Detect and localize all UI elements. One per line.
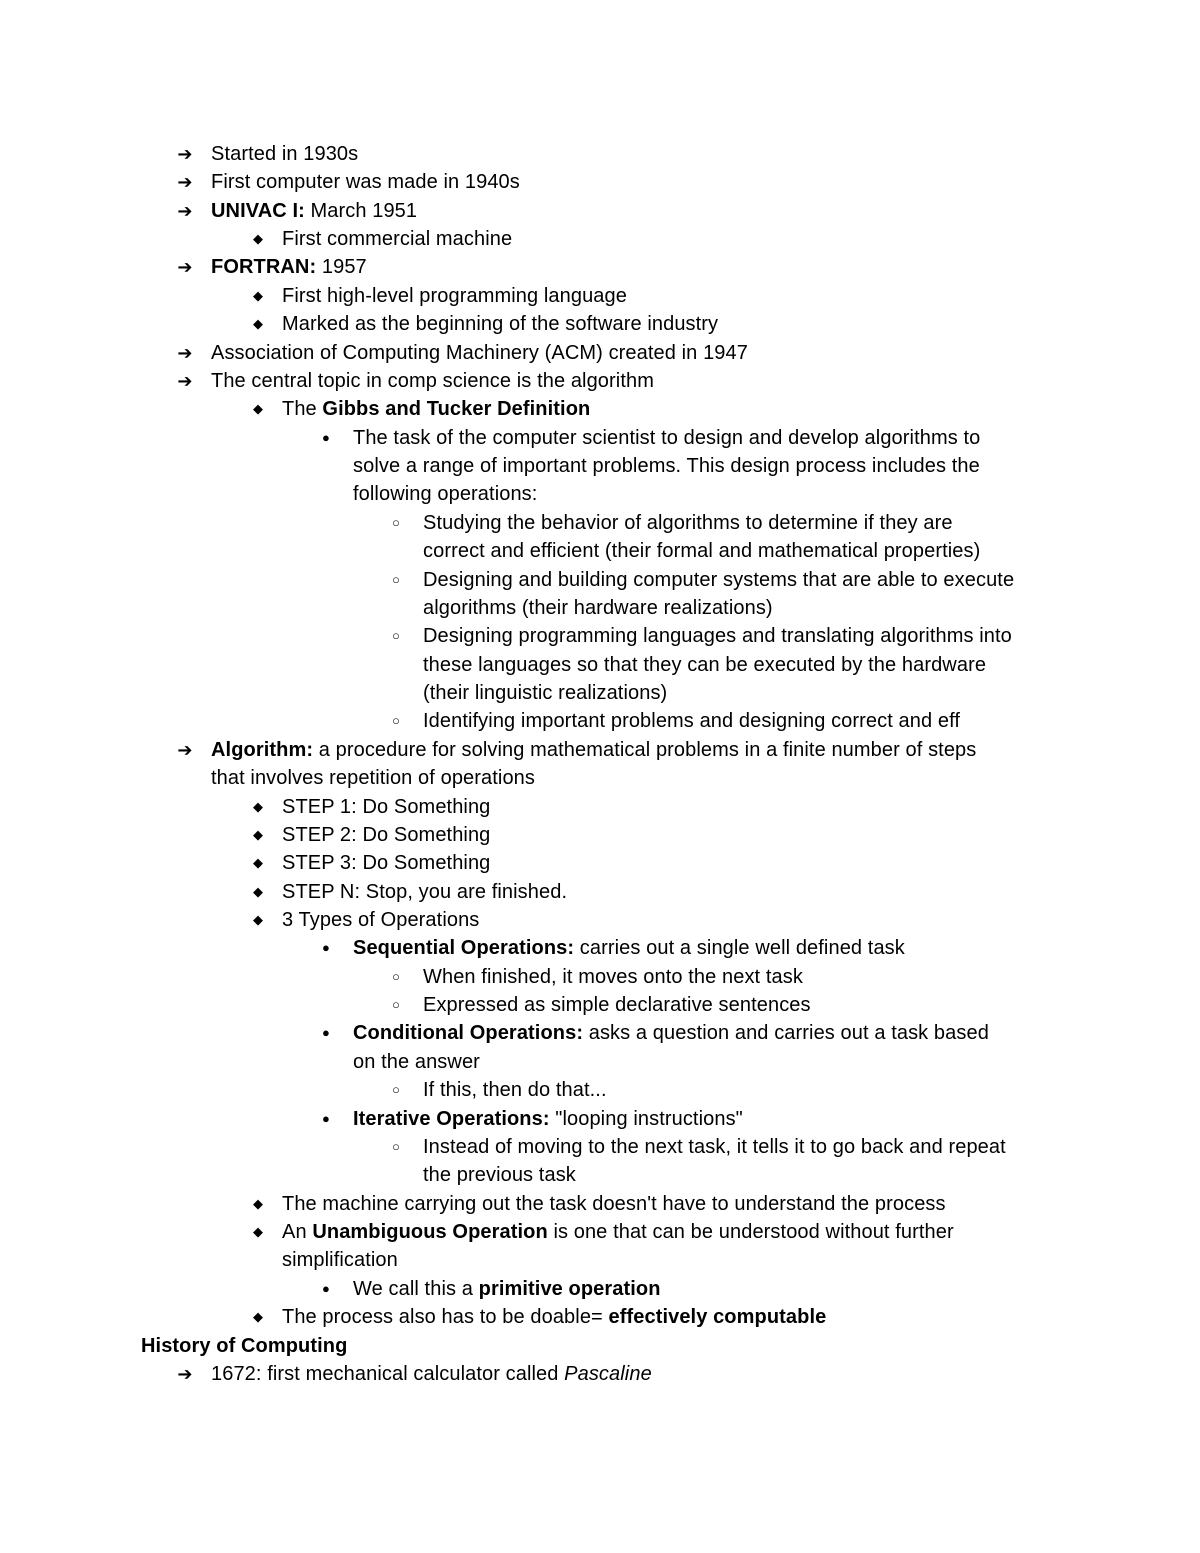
text-run: algorithms (their hardware realizations) (423, 597, 773, 619)
circle-icon: ○ (392, 713, 400, 728)
text-run: Identifying important problems and designing correct and eff (423, 710, 961, 732)
text-run: Association of Computing Machinery (ACM) created in 1947 (211, 342, 748, 364)
list-item (0, 282, 1200, 310)
list-item-text (282, 282, 627, 310)
list-item-text (211, 339, 748, 367)
text-run: (their linguistic realizations) (423, 682, 668, 704)
diamond-icon: ◆ (252, 827, 264, 842)
text-run: The (282, 398, 323, 420)
text-run: these languages so that they can be executed by the hardware (423, 654, 987, 676)
list-item-text (423, 1133, 1006, 1161)
list-item-text (423, 1076, 607, 1104)
list-item-text (282, 225, 512, 253)
list-item-text (282, 1303, 826, 1331)
text-run: STEP 1: Do Something (282, 796, 491, 818)
diamond-icon: ◆ (252, 288, 264, 303)
list-item (0, 339, 1200, 367)
list-item-text (211, 168, 520, 196)
list-item-text (353, 1019, 989, 1047)
list-item (0, 736, 1200, 764)
text-run: 1672: first mechanical calculator called (211, 1363, 565, 1385)
text-run: Designing programming languages and translating algorithms into (423, 625, 1012, 647)
text-run: If this, then do that... (423, 1079, 607, 1101)
circle-icon: ○ (392, 572, 400, 587)
diamond-icon: ◆ (252, 401, 264, 416)
diamond-icon: ◆ (252, 1309, 264, 1324)
dot-icon: ● (322, 1025, 330, 1040)
list-item (0, 480, 1200, 508)
dot-icon: ● (322, 940, 330, 955)
dot-icon: ● (322, 1281, 330, 1296)
list-item-text (423, 679, 667, 707)
list-item (0, 793, 1200, 821)
circle-icon: ○ (392, 515, 400, 530)
list-item-text (353, 480, 537, 508)
text-run: We call this a (353, 1278, 479, 1300)
circle-icon: ○ (392, 1082, 400, 1097)
bold-term: Gibbs and Tucker Definition (322, 398, 591, 420)
bold-term: Conditional Operations: (353, 1022, 584, 1044)
list-item (0, 594, 1200, 622)
list-item-text (211, 1360, 652, 1388)
list-item (0, 878, 1200, 906)
list-item (0, 537, 1200, 565)
text-run: An (282, 1221, 313, 1243)
list-item (0, 707, 1200, 735)
list-item-text (211, 736, 976, 764)
bold-term: UNIVAC I: (211, 200, 305, 222)
italic-term: Pascaline (564, 1363, 652, 1385)
list-item-text (282, 906, 479, 934)
list-item-text (423, 1161, 576, 1189)
text-run: 3 Types of Operations (282, 909, 480, 931)
text-run: First computer was made in 1940s (211, 171, 520, 193)
list-item (0, 140, 1200, 168)
arrow-icon: ➔ (177, 1364, 193, 1384)
text-run: When finished, it moves onto the next task (423, 966, 803, 988)
list-item (0, 1048, 1200, 1076)
arrow-icon: ➔ (177, 172, 193, 192)
list-item (0, 821, 1200, 849)
list-item-text (211, 140, 358, 168)
list-item-text (282, 1190, 946, 1218)
list-item-text (211, 197, 417, 225)
section-heading (0, 1332, 1200, 1360)
list-item-text (353, 1048, 480, 1076)
list-item (0, 310, 1200, 338)
arrow-icon: ➔ (177, 144, 193, 164)
diamond-icon: ◆ (252, 231, 264, 246)
diamond-icon: ◆ (252, 855, 264, 870)
text-run: following operations: (353, 483, 538, 505)
diamond-icon: ◆ (252, 316, 264, 331)
list-item (0, 1360, 1200, 1388)
text-run: "looping instructions" (549, 1108, 743, 1130)
text-run: on the answer (353, 1051, 480, 1073)
arrow-icon: ➔ (177, 343, 193, 363)
list-item-text (282, 793, 490, 821)
text-run: STEP 3: Do Something (282, 852, 491, 874)
list-item (0, 1133, 1200, 1161)
list-item (0, 679, 1200, 707)
list-item-text (282, 821, 490, 849)
list-item (0, 395, 1200, 423)
bold-term: Iterative Operations: (353, 1108, 550, 1130)
list-item (0, 991, 1200, 1019)
list-item-text (282, 1218, 954, 1246)
list-item-text (353, 1105, 743, 1133)
list-item (0, 906, 1200, 934)
text-run: First commercial machine (282, 228, 513, 250)
list-item-text (353, 452, 980, 480)
list-item (0, 225, 1200, 253)
dot-icon: ● (322, 1111, 330, 1126)
list-item (0, 1246, 1200, 1274)
list-item (0, 1275, 1200, 1303)
text-run: Instead of moving to the next task, it tells it to go back and repeat (423, 1136, 1006, 1158)
list-item-text (282, 849, 490, 877)
list-item-text (423, 537, 980, 565)
arrow-icon: ➔ (177, 740, 193, 760)
list-item (0, 651, 1200, 679)
bold-term: primitive operation (478, 1278, 661, 1300)
list-item-text (423, 509, 953, 537)
diamond-icon: ◆ (252, 799, 264, 814)
text-run: The task of the computer scientist to design and develop algorithms to (353, 427, 981, 449)
bold-term: effectively computable (608, 1306, 827, 1328)
circle-icon: ○ (392, 969, 400, 984)
list-item-text (282, 310, 718, 338)
list-item (0, 566, 1200, 594)
list-item-text (141, 1332, 347, 1360)
circle-icon: ○ (392, 997, 400, 1012)
list-item-text (423, 622, 1012, 650)
list-item (0, 253, 1200, 281)
list-item-text (423, 566, 1014, 594)
list-item (0, 963, 1200, 991)
list-item-text (423, 594, 773, 622)
text-run: the previous task (423, 1164, 576, 1186)
text-run: carries out a single well defined task (574, 937, 905, 959)
list-item-text (423, 963, 803, 991)
text-run: Started in 1930s (211, 143, 359, 165)
circle-icon: ○ (392, 1139, 400, 1154)
diamond-icon: ◆ (252, 912, 264, 927)
list-item (0, 424, 1200, 452)
text-run: The central topic in comp science is the algorithm (211, 370, 654, 392)
text-run: March 1951 (304, 200, 418, 222)
text-run: Designing and building computer systems that are able to execute (423, 569, 1015, 591)
diamond-icon: ◆ (252, 1224, 264, 1239)
list-item (0, 849, 1200, 877)
text-run: The process also has to be doable= (282, 1306, 609, 1328)
arrow-icon: ➔ (177, 257, 193, 277)
bold-term: Unambiguous Operation (312, 1221, 548, 1243)
list-item (0, 1190, 1200, 1218)
circle-icon: ○ (392, 628, 400, 643)
list-item (0, 168, 1200, 196)
text-run: that involves repetition of operations (211, 767, 535, 789)
list-item (0, 1161, 1200, 1189)
list-item (0, 197, 1200, 225)
list-item-text (282, 395, 590, 423)
text-run: solve a range of important problems. This design process includes the (353, 455, 980, 477)
list-item (0, 452, 1200, 480)
list-item (0, 622, 1200, 650)
list-item-text (282, 1246, 398, 1274)
list-item (0, 367, 1200, 395)
list-item (0, 764, 1200, 792)
list-item-text (353, 1275, 661, 1303)
diamond-icon: ◆ (252, 884, 264, 899)
text-run: correct and efficient (their formal and mathematical properties) (423, 540, 981, 562)
bold-term: Algorithm: (211, 739, 314, 761)
text-run: Expressed as simple declarative sentences (423, 994, 811, 1016)
text-run: STEP 2: Do Something (282, 824, 491, 846)
text-run: STEP N: Stop, you are finished. (282, 881, 568, 903)
list-item (0, 1076, 1200, 1104)
list-item-text (353, 424, 980, 452)
list-item (0, 1218, 1200, 1246)
list-item-text (423, 707, 960, 735)
list-item (0, 509, 1200, 537)
list-item (0, 1019, 1200, 1047)
list-item (0, 934, 1200, 962)
arrow-icon: ➔ (177, 201, 193, 221)
list-item-text (211, 764, 535, 792)
bold-term: Sequential Operations: (353, 937, 575, 959)
text-run: simplification (282, 1249, 398, 1271)
bold-term: History of Computing (141, 1335, 348, 1357)
text-run: Studying the behavior of algorithms to determine if they are (423, 512, 953, 534)
bold-term: FORTRAN: (211, 256, 317, 278)
list-item-text (423, 651, 986, 679)
text-run: The machine carrying out the task doesn't have to understand the process (282, 1193, 946, 1215)
list-item-text (211, 367, 654, 395)
text-run: 1957 (316, 256, 367, 278)
list-item (0, 1303, 1200, 1331)
dot-icon: ● (322, 430, 330, 445)
diamond-icon: ◆ (252, 1196, 264, 1211)
arrow-icon: ➔ (177, 371, 193, 391)
text-run: is one that can be understood without further (547, 1221, 954, 1243)
list-item-text (211, 253, 367, 281)
text-run: First high-level programming language (282, 285, 627, 307)
text-run: Marked as the beginning of the software industry (282, 313, 719, 335)
text-run: a procedure for solving mathematical problems in a finite number of steps (313, 739, 977, 761)
list-item-text (282, 878, 567, 906)
list-item-text (353, 934, 905, 962)
text-run: asks a question and carries out a task based (583, 1022, 989, 1044)
list-item (0, 1105, 1200, 1133)
list-item-text (423, 991, 811, 1019)
